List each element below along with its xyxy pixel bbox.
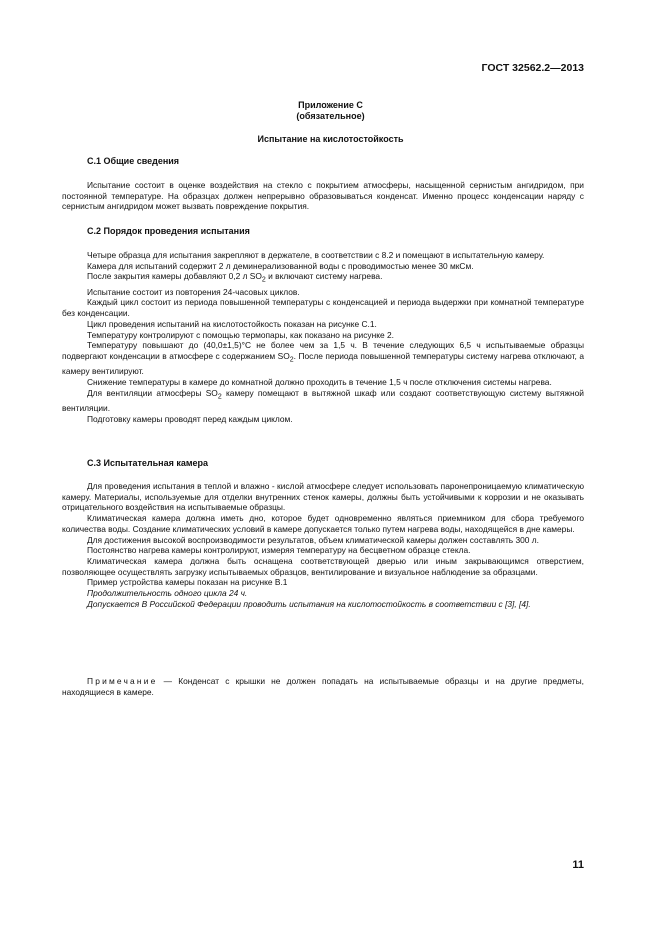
paragraph-italic: Продолжительность одного цикла 24 ч. (87, 588, 248, 599)
section-c3-body (62, 481, 584, 609)
paragraph: Постоянство нагрева камеры контролируют, измеряя температуру на бесцветном образце стекла. (87, 545, 471, 556)
paragraph: Для достижения высокой воспроизводимости результатов, объем климатической камеры должен составлять 300 л. (87, 534, 540, 545)
note-label: Примечание (87, 676, 158, 686)
paragraph: Температуру контролируют с помощью термопары, как показано на рисунке 2. (87, 329, 394, 340)
page-number: 11 (572, 859, 584, 871)
note-text: — Конденсат с крышки не должен попадать на испытываемые образцы и на другие предметы, находящиеся в камере. (62, 676, 584, 697)
paragraph: Для проведения испытания в теплой и влажно - кислой атмосфере следует использовать паронепроницаемую климатическую камеру. Материалы, используемые для отделки внутренних стенок камеры, должны быть устойчивыми к коррозии и не оказывать отрицательного воздействия на испытываемые образцы. (62, 481, 584, 513)
paragraph: Камера для испытаний содержит 2 л деминерализованной воды с проводимостью менее 30 мкСм. (87, 260, 474, 271)
annex-title: Приложение С (298, 100, 363, 110)
section-heading-c2: С.2 Порядок проведения испытания (87, 226, 250, 236)
note (62, 676, 584, 697)
subscript: 2 (289, 356, 294, 364)
paragraph: Испытание состоит из повторения 24-часовых циклов. (87, 286, 300, 297)
section-c2-body (62, 250, 584, 425)
text-run: . После периода повышенной температуры систему нагрева отключают, а камеру вентилируют. (62, 351, 584, 377)
text-run: Для вентиляции атмосферы SO (87, 387, 218, 398)
paragraph: Каждый цикл состоит из периода повышенной температуры с конденсацией и периода выдержки при комнатной температуре без конденсации. (62, 297, 584, 319)
paragraph: Климатическая камера должна иметь дно, которое будет одновременно являться приемником для сбора требуемого количества воды. Создание климатических условий в камере допускается только путем нагрева воды, находящейся в дне камеры. (62, 513, 584, 534)
standard-number: ГОСТ 32562.2—2013 (481, 62, 584, 74)
text-run: После закрытия камеры добавляют 0,2 л SO (87, 271, 262, 282)
paragraph: Цикл проведения испытаний на кислотостойкость показан на рисунке С.1. (87, 318, 377, 329)
annex-status: (обязательное) (296, 111, 365, 121)
text-run: и включают систему нагрева. (265, 271, 383, 282)
paragraph (62, 388, 584, 414)
paragraph: Климатическая камера должна быть оснащена соответствующей дверью или иным закрывающимся отверстием, позволяющее осуществлять загрузку испытываемых образцов, вентилирование и визуальное наблюдение за образцами. (62, 555, 584, 577)
note-paragraph (62, 676, 584, 697)
paragraph: Снижение температуры в камере до комнатной должно проходить в течение 1,5 ч после отключения системы нагрева. (87, 377, 552, 388)
paragraph: Подготовку камеры проводят перед каждым циклом. (87, 413, 293, 424)
section-heading-c3: С.3 Испытательная камера (87, 458, 209, 468)
paragraph (62, 340, 584, 377)
subscript: 2 (261, 277, 266, 285)
text-run: камеру помещают в вытяжной шкаф или создают соответствующую систему вытяжной вентиляции. (62, 387, 584, 414)
paragraph-italic: Допускается В Российской Федерации проводить испытания на кислотостойкость в соответствии с [3], [4]. (87, 598, 531, 609)
subscript: 2 (217, 393, 222, 401)
annex-heading (0, 100, 661, 122)
paragraph: Четыре образца для испытания закрепляют в держателе, в соответствии с 8.2 и помещают в испытательную камеру. (87, 250, 545, 260)
paragraph: Пример устройства камеры показан на рисунке В.1 (87, 577, 288, 588)
text-run: Температуру повышают до (40,0±1,5)°С не более чем за 1,5 ч. В течение следующих 6,5 ч испытываемые образцы подвергают конденсации в атмосфере с содержанием SO (62, 340, 584, 361)
paragraph (62, 271, 584, 286)
section-heading-c1: С.1 Общие сведения (87, 156, 180, 166)
section-c1-body (62, 180, 584, 212)
paragraph: Испытание состоит в оценке воздействия на стекло с покрытием атмосферы, насыщенной сернистым ангидридом, при постоянной температуре. На образцах должен непрерывно образовываться конденсат. Именно процесс конденсации наряду с сернистым ангидридом может вызвать повреждение покрытия. (62, 180, 584, 212)
annex-name: Испытание на кислотостойкость (257, 134, 404, 144)
